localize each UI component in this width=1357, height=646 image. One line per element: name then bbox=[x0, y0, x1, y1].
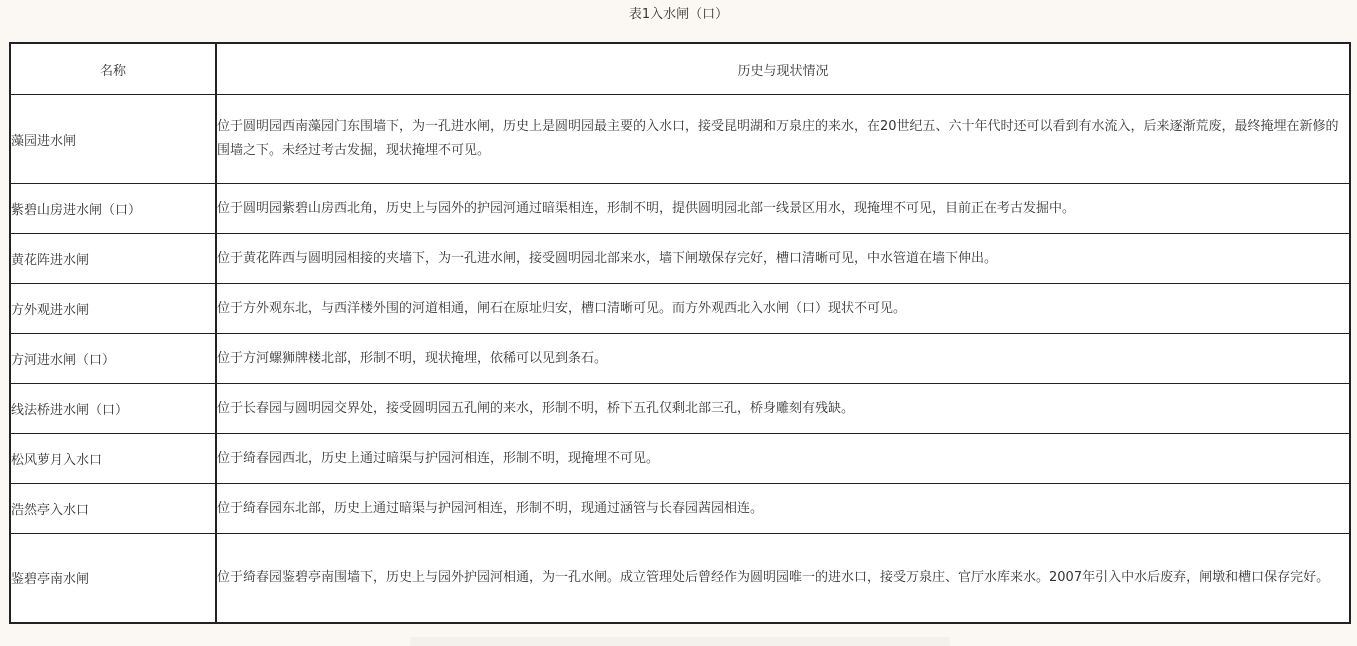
row-desc-cell: 位于绮春园东北部，历史上通过暗渠与护园河相连，形制不明，现通过涵管与长春园茜园相连。 bbox=[216, 484, 1350, 534]
row-name-cell: 紫碧山房进水闸（口） bbox=[10, 184, 216, 234]
row-desc-cell: 位于圆明园紫碧山房西北角，历史上与园外的护园河通过暗渠相连，形制不明，提供圆明园北部一线景区用水，现掩埋不可见，目前正在考古发掘中。 bbox=[216, 184, 1350, 234]
row-name-cell: 方外观进水闸 bbox=[10, 284, 216, 334]
row-name-cell: 松风萝月入水口 bbox=[10, 434, 216, 484]
row-desc-cell: 位于方外观东北，与西洋楼外围的河道相通，闸石在原址归安，槽口清晰可见。而方外观西北入水闸（口）现状不可见。 bbox=[216, 284, 1350, 334]
table-header-row bbox=[10, 43, 1350, 95]
row-desc-cell: 位于圆明园西南藻园门东围墙下，为一孔进水闸，历史上是圆明园最主要的入水口，接受昆明湖和万泉庄的来水，在20世纪五、六十年代时还可以看到有水流入，后来逐渐荒废，最终掩埋在新修的围墙之下。未经过考古发掘，现状掩埋不可见。 bbox=[216, 95, 1350, 184]
table-row bbox=[10, 534, 1350, 623]
table-row bbox=[10, 434, 1350, 484]
table-caption: 表1入水闸（口） bbox=[628, 7, 729, 22]
row-desc-cell: 位于绮春园鉴碧亭南围墙下，历史上与园外护园河相通，为一孔水闸。成立管理处后曾经作为圆明园唯一的进水口，接受万泉庄、官厅水库来水。2007年引入中水后废弃，闸墩和槽口保存完好。 bbox=[216, 534, 1350, 623]
row-name-cell: 浩然亭入水口 bbox=[10, 484, 216, 534]
row-name-cell: 黄花阵进水闸 bbox=[10, 234, 216, 284]
column-header-desc: 历史与现状情况 bbox=[216, 43, 1350, 95]
table-row bbox=[10, 184, 1350, 234]
table-row bbox=[10, 95, 1350, 184]
row-desc-cell: 位于长春园与圆明园交界处，接受圆明园五孔闸的来水，形制不明，桥下五孔仅剩北部三孔，桥身雕刻有残缺。 bbox=[216, 384, 1350, 434]
row-desc-cell: 位于方河螺狮牌楼北部，形制不明，现状掩埋，依稀可以见到条石。 bbox=[216, 334, 1350, 384]
row-name-cell: 线法桥进水闸（口） bbox=[10, 384, 216, 434]
row-name-cell: 藻园进水闸 bbox=[10, 95, 216, 184]
table-row bbox=[10, 234, 1350, 284]
row-desc-cell: 位于绮春园西北，历史上通过暗渠与护园河相连，形制不明，现掩埋不可见。 bbox=[216, 434, 1350, 484]
row-name-cell: 方河进水闸（口） bbox=[10, 334, 216, 384]
table-row bbox=[10, 284, 1350, 334]
page-bottom-strip bbox=[410, 637, 950, 646]
row-desc-cell: 位于黄花阵西与圆明园相接的夹墙下，为一孔进水闸，接受圆明园北部来水，墙下闸墩保存完好，槽口清晰可见，中水管道在墙下伸出。 bbox=[216, 234, 1350, 284]
row-name-cell: 鉴碧亭南水闸 bbox=[10, 534, 216, 623]
table-row bbox=[10, 384, 1350, 434]
column-header-name: 名称 bbox=[10, 43, 216, 95]
water-gate-table bbox=[9, 42, 1351, 624]
table-row bbox=[10, 334, 1350, 384]
table-row bbox=[10, 484, 1350, 534]
